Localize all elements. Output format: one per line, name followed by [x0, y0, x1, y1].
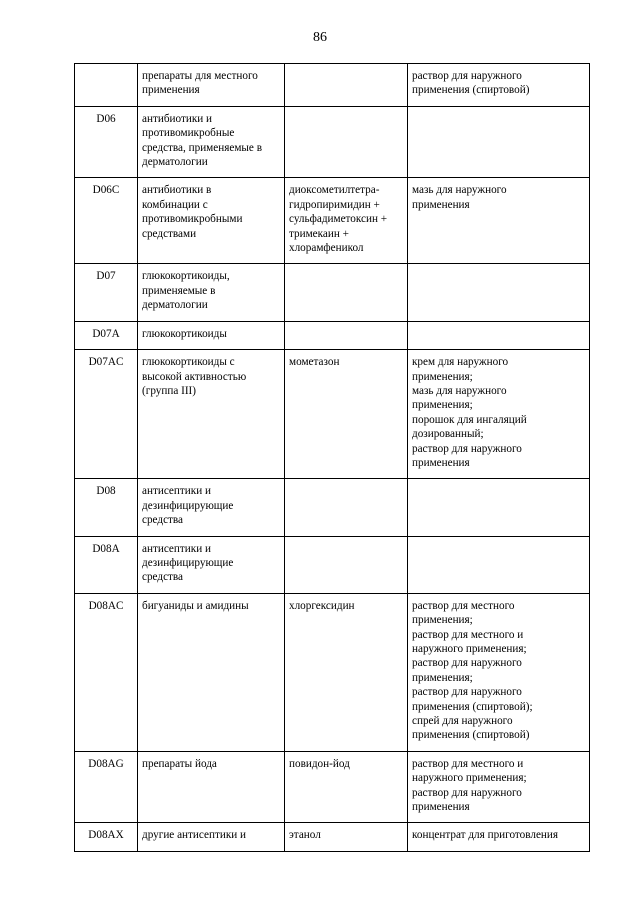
atc-code-cell: D08AC	[75, 593, 138, 751]
drug-name-cell	[285, 178, 408, 264]
cell-text-line: средства	[142, 571, 184, 584]
drug-name-cell	[285, 479, 408, 536]
dosage-form-cell	[408, 479, 590, 536]
anatomical-therapeutic-group-cell	[138, 64, 285, 107]
anatomical-therapeutic-group-cell	[138, 178, 285, 264]
anatomical-therapeutic-group-cell	[138, 593, 285, 751]
table-row	[75, 178, 590, 264]
atc-code-cell: D08	[75, 479, 138, 536]
atc-code-cell	[75, 64, 138, 107]
table-row	[75, 536, 590, 593]
anatomical-therapeutic-group-cell	[138, 321, 285, 349]
cell-text-line: хлорамфеникол	[289, 242, 364, 255]
table-row	[75, 106, 590, 178]
atc-code-cell: D08A	[75, 536, 138, 593]
cell-text-line: комбинации с	[142, 198, 208, 211]
cell-text-line: раствор для местного	[412, 599, 515, 612]
dosage-form-cell	[408, 264, 590, 321]
cell-text-line: противомикробными	[142, 213, 243, 226]
drug-name-cell	[285, 321, 408, 349]
cell-text-line: глюкокортикоиды	[142, 327, 227, 340]
cell-text-line: применения;	[412, 370, 473, 383]
table-row	[75, 751, 590, 823]
cell-text-line: раствор для наружного	[412, 686, 522, 699]
cell-text-line: хлоргексидин	[289, 599, 355, 612]
cell-text-line: раствор для наружного	[412, 70, 522, 82]
anatomical-therapeutic-group-cell	[138, 264, 285, 321]
cell-text-line: средства	[142, 514, 184, 527]
dosage-form-cell	[408, 178, 590, 264]
cell-text-line: раствор для наружного	[412, 442, 522, 455]
cell-text-line: наружного применения;	[412, 772, 527, 785]
cell-text-line: применения;	[412, 671, 473, 684]
cell-text-line: глюкокортикоиды,	[142, 270, 230, 283]
cell-text-line: крем для наружного	[412, 356, 509, 369]
atc-code-cell: D07AC	[75, 350, 138, 479]
cell-text-line: применения	[412, 456, 470, 469]
cell-text-line: раствор для наружного	[412, 786, 522, 799]
cell-text-line: наружного применения;	[412, 643, 527, 655]
dosage-form-cell	[408, 321, 590, 349]
cell-text-line: применения	[412, 198, 470, 211]
cell-text-line: препараты йода	[142, 757, 217, 770]
cell-text-line: тримекаин +	[289, 227, 349, 240]
cell-text-line: гидропиримидин +	[289, 198, 380, 211]
cell-text-line: применения;	[412, 399, 473, 412]
drug-name-cell	[285, 264, 408, 321]
cell-text-line: повидон-йод	[289, 757, 350, 770]
atc-code-cell: D06C	[75, 178, 138, 264]
drug-name-cell	[285, 106, 408, 178]
dosage-form-cell	[408, 106, 590, 178]
drug-name-cell	[285, 350, 408, 479]
drug-name-cell	[285, 536, 408, 593]
atc-code-cell: D08AX	[75, 823, 138, 851]
cell-text-line: антибиотики в	[142, 184, 212, 197]
cell-text-line: диоксометилтетра-	[289, 184, 380, 197]
atc-code-cell: D07	[75, 264, 138, 321]
atc-code-cell: D08AG	[75, 751, 138, 823]
cell-text-line: (группа III)	[142, 384, 196, 397]
cell-text-line: применения	[142, 84, 200, 97]
drug-classification-table	[74, 63, 590, 852]
cell-text-line: глюкокортикоиды с	[142, 356, 235, 369]
cell-text-line: применяемые в	[142, 284, 216, 297]
cell-text-line: раствор для местного и	[412, 757, 524, 770]
table-body	[75, 64, 590, 852]
cell-text-line: раствор для наружного	[412, 657, 522, 670]
cell-text-line: применения (спиртовой)	[412, 729, 530, 742]
cell-text-line: противомикробные	[142, 127, 235, 140]
cell-text-line: дозированный;	[412, 428, 484, 441]
cell-text-line: применения (спиртовой);	[412, 700, 533, 713]
table-row	[75, 321, 590, 349]
dosage-form-cell	[408, 350, 590, 479]
cell-text-line: дезинфицирующие	[142, 499, 234, 512]
table-row	[75, 479, 590, 536]
cell-text-line: раствор для местного и	[412, 628, 524, 641]
cell-text-line: применения (спиртовой)	[412, 84, 530, 97]
cell-text-line: антисептики и	[142, 485, 211, 498]
cell-text-line: мазь для наружного	[412, 184, 507, 197]
cell-text-line: применения	[412, 801, 470, 814]
atc-code-cell: D06	[75, 106, 138, 178]
table-row	[75, 264, 590, 321]
cell-text-line: концентрат для приготовления	[412, 829, 559, 842]
anatomical-therapeutic-group-cell	[138, 751, 285, 823]
page-number: 86	[313, 30, 327, 45]
cell-text-line: применения;	[412, 614, 473, 627]
cell-text-line: другие антисептики и	[142, 829, 247, 842]
table-row	[75, 593, 590, 751]
anatomical-therapeutic-group-cell	[138, 350, 285, 479]
cell-text-line: средства, применяемые в	[142, 141, 262, 154]
dosage-form-cell	[408, 593, 590, 751]
drug-name-cell	[285, 823, 408, 851]
cell-text-line: препараты для местного	[142, 70, 258, 82]
anatomical-therapeutic-group-cell	[138, 479, 285, 536]
anatomical-therapeutic-group-cell	[138, 823, 285, 851]
cell-text-line: порошок для ингаляций	[412, 413, 527, 426]
table-row	[75, 64, 590, 107]
cell-text-line: дерматологии	[142, 299, 208, 312]
anatomical-therapeutic-group-cell	[138, 106, 285, 178]
table-row	[75, 350, 590, 479]
cell-text-line: мометазон	[289, 356, 340, 369]
cell-text-line: высокой активностью	[142, 370, 247, 383]
drug-name-cell	[285, 64, 408, 107]
dosage-form-cell	[408, 64, 590, 107]
cell-text-line: антибиотики и	[142, 112, 213, 125]
cell-text-line: бигуаниды и амидины	[142, 599, 249, 612]
drug-name-cell	[285, 593, 408, 751]
cell-text-line: средствами	[142, 227, 197, 240]
cell-text-line: этанол	[289, 829, 321, 842]
table-row	[75, 823, 590, 851]
cell-text-line: мазь для наружного	[412, 384, 507, 397]
cell-text-line: спрей для наружного	[412, 715, 513, 728]
cell-text-line: дезинфицирующие	[142, 556, 234, 569]
dosage-form-cell	[408, 823, 590, 851]
dosage-form-cell	[408, 751, 590, 823]
dosage-form-cell	[408, 536, 590, 593]
cell-text-line: сульфадиметоксин +	[289, 213, 388, 226]
drug-name-cell	[285, 751, 408, 823]
cell-text-line: дерматологии	[142, 156, 208, 169]
atc-code-cell: D07A	[75, 321, 138, 349]
anatomical-therapeutic-group-cell	[138, 536, 285, 593]
cell-text-line: антисептики и	[142, 542, 211, 555]
